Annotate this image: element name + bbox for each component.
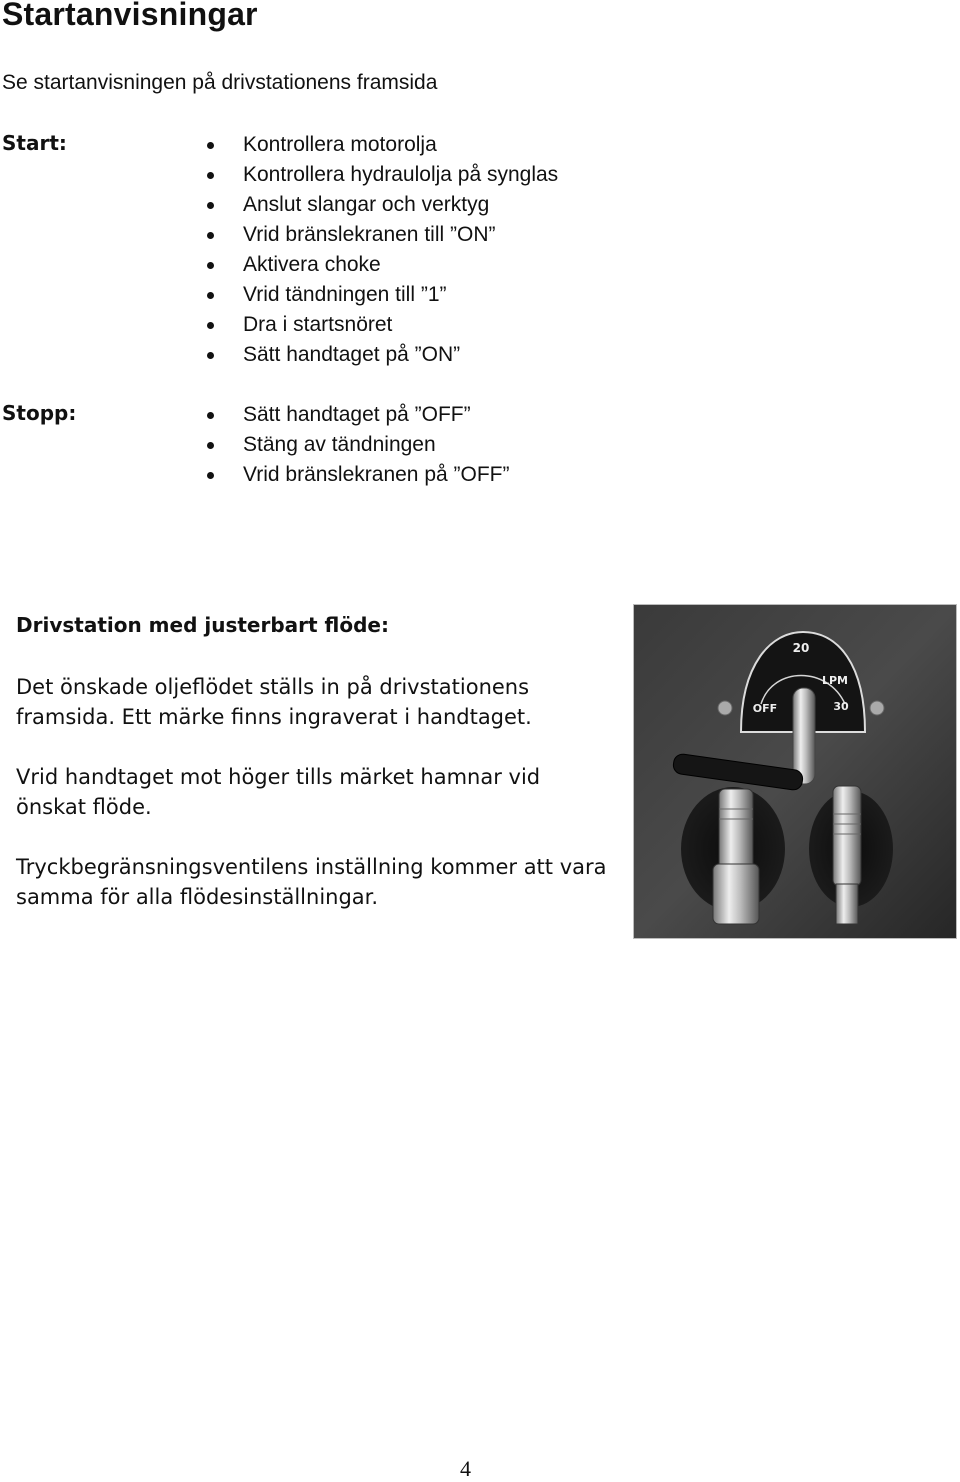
step-text: Aktivera choke bbox=[243, 253, 381, 276]
dial-mark-off: OFF bbox=[752, 702, 778, 715]
list-item bbox=[204, 430, 510, 460]
bullet-icon bbox=[207, 352, 214, 359]
step-text: Sätt handtaget på ”OFF” bbox=[243, 403, 471, 426]
list-item bbox=[204, 280, 558, 310]
step-text: Dra i startsnöret bbox=[243, 313, 393, 336]
list-item bbox=[204, 190, 558, 220]
page-number: 4 bbox=[460, 1456, 471, 1481]
step-text: Sätt handtaget på ”ON” bbox=[243, 343, 461, 366]
step-text: Vrid tändningen till ”1” bbox=[243, 283, 447, 306]
step-text: Vrid bränslekranen på ”OFF” bbox=[243, 463, 510, 486]
list-item bbox=[204, 160, 558, 190]
list-item bbox=[204, 250, 558, 280]
flow-control-photo bbox=[633, 604, 957, 939]
bullet-icon bbox=[207, 262, 214, 269]
stop-label: Stopp: bbox=[2, 401, 77, 425]
page-title: Startanvisningar bbox=[2, 0, 258, 32]
step-text: Kontrollera motorolja bbox=[243, 133, 437, 156]
start-steps-list bbox=[204, 130, 558, 370]
flow-paragraph: Tryckbegränsningsventilens inställning kommer att vara samma för alla flödesinställningar. bbox=[16, 855, 607, 909]
bullet-icon bbox=[207, 322, 214, 329]
flow-heading: Drivstation med justerbart flöde: bbox=[16, 613, 389, 637]
bullet-icon bbox=[207, 202, 214, 209]
step-text: Stäng av tändningen bbox=[243, 433, 436, 456]
stop-steps-list bbox=[204, 400, 510, 490]
bullet-icon bbox=[207, 412, 214, 419]
flow-paragraph: Vrid handtaget mot höger tills märket hamnar vid önskat flöde. bbox=[16, 765, 541, 819]
step-text: Anslut slangar och verktyg bbox=[243, 193, 490, 216]
list-item bbox=[204, 340, 558, 370]
list-item bbox=[204, 400, 510, 430]
bullet-icon bbox=[207, 442, 214, 449]
list-item bbox=[204, 130, 558, 160]
step-text: Kontrollera hydraulolja på synglas bbox=[243, 163, 559, 186]
bullet-icon bbox=[207, 232, 214, 239]
bullet-icon bbox=[207, 292, 214, 299]
bullet-icon bbox=[207, 142, 214, 149]
flow-paragraph: Det önskade oljeflödet ställs in på drivstationens framsida. Ett märke finns ingraverat i handtaget. bbox=[16, 675, 532, 729]
intro-text: Se startanvisningen på drivstationens framsida bbox=[2, 71, 438, 94]
dial-mark-30: 30 bbox=[833, 700, 849, 713]
list-item bbox=[204, 310, 558, 340]
dial-mark-lpm: LPM bbox=[821, 674, 849, 687]
start-label: Start: bbox=[2, 131, 67, 155]
list-item bbox=[204, 220, 558, 250]
list-item bbox=[204, 460, 510, 490]
dial-mark-20: 20 bbox=[792, 641, 810, 655]
bullet-icon bbox=[207, 172, 214, 179]
step-text: Vrid bränslekranen till ”ON” bbox=[243, 223, 496, 246]
bullet-icon bbox=[207, 472, 214, 479]
